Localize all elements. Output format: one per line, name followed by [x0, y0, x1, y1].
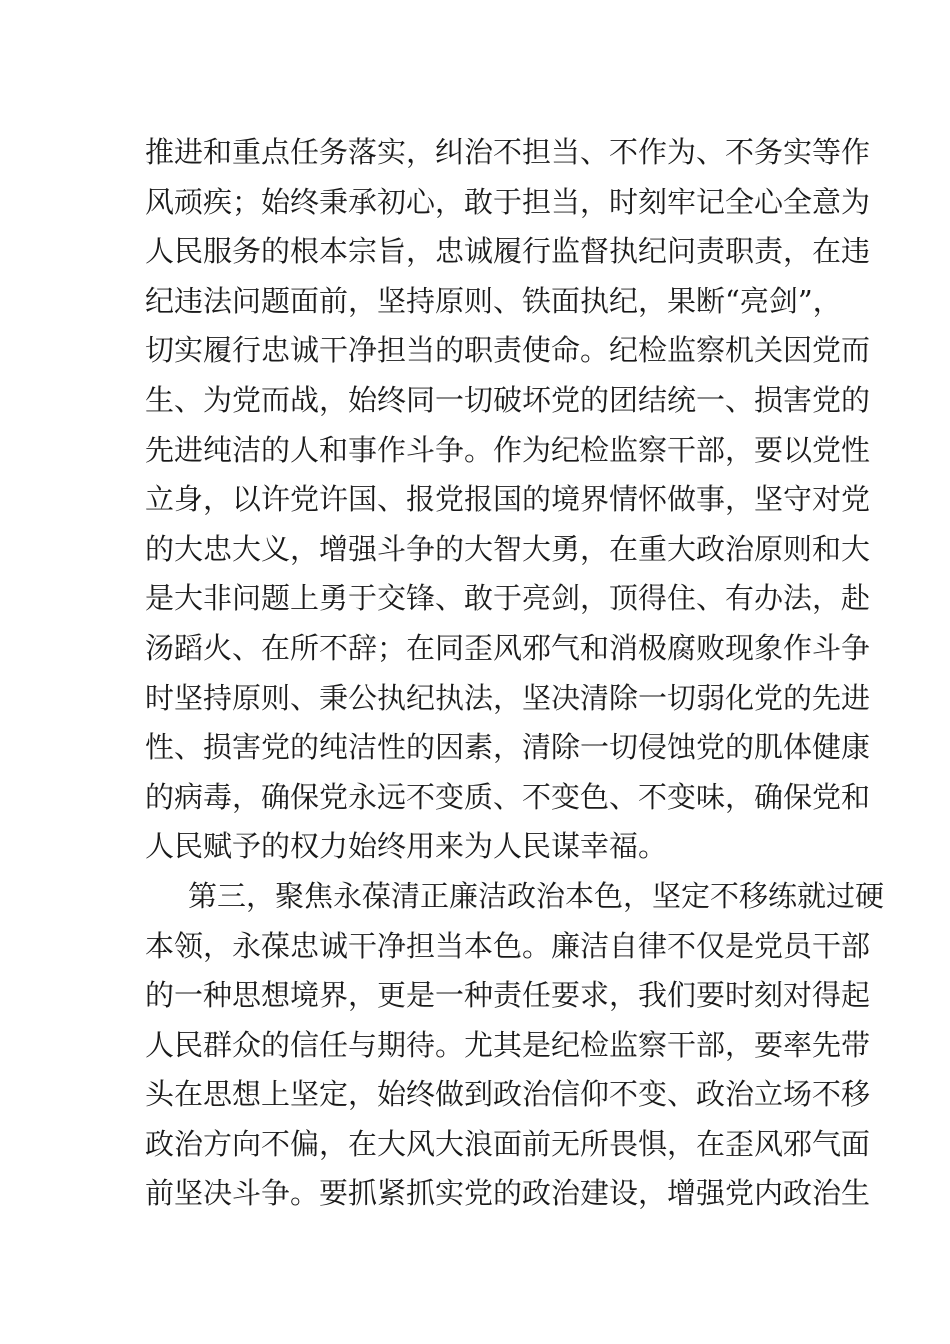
- text-line: 时坚持原则、秉公执纪执法，坚决清除一切弱化党的先进: [145, 680, 871, 715]
- paragraph-start-line: 第三，聚焦永葆清正廉洁政治本色，坚定不移练就过硬: [188, 878, 885, 913]
- text-line: 纪违法问题面前，坚持原则、铁面执纪，果断“亮剑”，: [145, 283, 842, 318]
- text-line: 人民群众的信任与期待。尤其是纪检监察干部，要率先带: [145, 1027, 871, 1062]
- text-line: 人民服务的根本宗旨，忠诚履行监督执纪问责职责，在违: [145, 234, 871, 269]
- text-line: 本领，永葆忠诚干净担当本色。廉洁自律不仅是党员干部: [145, 928, 871, 963]
- body-text: [145, 128, 885, 1219]
- text-line: 生、为党而战，始终同一切破坏党的团结统一、损害党的: [145, 382, 871, 417]
- text-line: 的大忠大义，增强斗争的大智大勇，在重大政治原则和大: [145, 531, 871, 566]
- text-line: 汤蹈火、在所不辞；在同歪风邪气和消极腐败现象作斗争: [145, 630, 871, 665]
- text-line: 推进和重点任务落实，纠治不担当、不作为、不务实等作: [145, 135, 871, 169]
- text-line: 政治方向不偏，在大风大浪面前无所畏惧，在歪风邪气面: [145, 1126, 871, 1161]
- text-line: 头在思想上坚定，始终做到政治信仰不变、政治立场不移: [145, 1077, 871, 1112]
- text-line: 先进纯洁的人和事作斗争。作为纪检监察干部，要以党性: [145, 432, 871, 467]
- text-line: 立身，以许党许国、报党报国的境界情怀做事，坚守对党: [145, 482, 871, 517]
- text-line: 风顽疾；始终秉承初心，敢于担当，时刻牢记全心全意为: [145, 184, 871, 219]
- text-line: 是大非问题上勇于交锋、敢于亮剑，顶得住、有办法，赴: [145, 581, 871, 616]
- text-line: 的病毒，确保党永远不变质、不变色、不变味，确保党和: [145, 779, 871, 814]
- text-line: 的一种思想境界，更是一种责任要求，我们要时刻对得起: [145, 978, 871, 1013]
- text-line: 性、损害党的纯洁性的因素，清除一切侵蚀党的肌体健康: [145, 730, 871, 765]
- text-line: 人民赋予的权力始终用来为人民谋幸福。: [145, 829, 668, 864]
- text-line: 切实履行忠诚干净担当的职责使命。纪检监察机关因党而: [145, 333, 871, 368]
- text-line: 前坚决斗争。要抓紧抓实党的政治建设，增强党内政治生: [145, 1176, 871, 1211]
